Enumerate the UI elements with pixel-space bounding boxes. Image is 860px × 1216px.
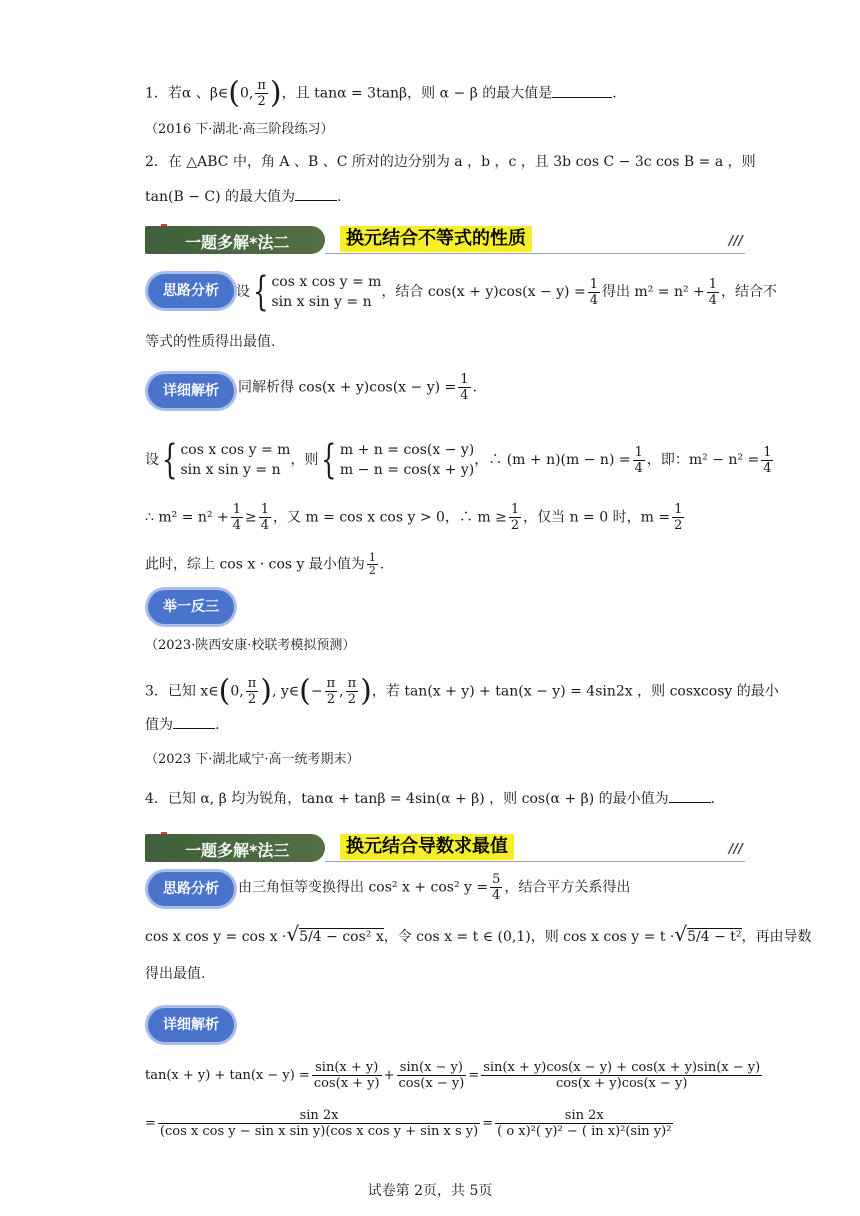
frac-quarter: [588, 277, 600, 308]
m2-analysis-line1: [236, 269, 778, 315]
q1-number: 1．: [145, 85, 168, 102]
frac-num: 1: [260, 502, 269, 517]
paren: ): [360, 673, 372, 709]
sys-row: cos x cos y = m: [271, 274, 382, 290]
frac-den: 2: [247, 692, 257, 707]
frac-den: (cos x cos y − sin x sin y)(cos x cos y + sin x s y): [159, 1124, 479, 1139]
sys-row: sin x sin y = n: [271, 294, 372, 310]
q1-answer-blank[interactable]: [552, 83, 612, 98]
q1-paren-l: (: [228, 75, 241, 111]
frac-den: 4: [708, 292, 718, 308]
frac-quarter: [633, 445, 645, 476]
m3-eq1: tan(x + y) + tan(x − y) = $\frac{\sin(x + y)}{\cos(x + y)}$ + $\frac{\sin(x - y)}{\cos(x - y)}$ = $\frac{\sin(x + y)\cos(x - y) + \cos(x + y)\sin(x - y)}{\cos(x + y)\cos(x - y)}$: [145, 1060, 761, 1091]
frac-den: 2: [326, 692, 336, 707]
frac-half: [367, 552, 378, 577]
frac-den: 4: [763, 460, 772, 476]
detail-badge: 详细解析: [148, 374, 234, 408]
banner-rule: [325, 253, 745, 254]
frac-den: 4: [589, 292, 598, 308]
m2-analysis-line2: 等式的性质得出最值.: [145, 334, 276, 350]
m2-text: 得出 m² = n² +: [601, 284, 705, 300]
paren: (: [218, 673, 231, 709]
m2-system: [271, 272, 381, 312]
m3-analysis-line3: 得出最值.: [145, 966, 206, 982]
m2-text: 此时，综上 cos x · cos y 最小值为: [145, 556, 365, 573]
frac-num: 1: [232, 502, 241, 517]
q3-line2: 值为 .: [145, 714, 219, 735]
frac-den: ( o x)²( y)² − ( in x)²(sin y)²: [497, 1124, 672, 1139]
banner-hash-icon: ///: [728, 842, 743, 857]
eq2-frac1: [158, 1108, 480, 1139]
q3-text: 3．已知 x∈: [145, 683, 219, 700]
method-2-banner: [145, 222, 745, 256]
frac-num: 1: [589, 276, 598, 292]
sys-row: m + n = cos(x − y): [339, 442, 475, 458]
m3-text: 由三角恒等变换得出 cos² x + cos² y =: [238, 879, 489, 896]
method-3-tab-label: 一题多解*法三: [185, 841, 290, 860]
frac-den: cos(x + y): [313, 1076, 380, 1091]
page-footer: 试卷第 2页，共 5页: [367, 1183, 493, 1199]
m2-text: ，则: [290, 452, 319, 468]
q4-source: （2023 下·湖北咸宁·高一统考期末）: [145, 752, 360, 767]
analysis-badge: 思路分析: [148, 872, 234, 906]
eq2-frac2: [495, 1108, 673, 1139]
frac-den: 4: [460, 388, 469, 403]
frac-den: 2: [510, 518, 520, 533]
frac-num: 1: [674, 502, 683, 517]
frac-num: π: [347, 676, 357, 691]
m2-set-line: [145, 437, 775, 483]
m3-text: ，再由导数: [741, 929, 812, 945]
banner-rule: [325, 861, 745, 862]
method-2-tab: [145, 226, 325, 254]
sqrt-body: 5/4 − t²: [687, 929, 742, 945]
m3-text: ，令 cos x = t ∈ (0,1)，则 cos x cos y = t ·: [383, 929, 675, 945]
method-3-title: 换元结合导数求最值: [340, 834, 514, 860]
frac-num: sin 2x: [158, 1108, 480, 1124]
frac-half: [231, 502, 243, 533]
frac-den: 2: [347, 692, 357, 707]
m2-text: ，结合 cos(x + y)cos(x − y) =: [381, 284, 586, 300]
frac-den: 2: [368, 564, 376, 577]
m2-text: ≥: [244, 509, 257, 526]
q1-frac: [255, 78, 268, 109]
frac-num: 5: [492, 872, 501, 887]
q2-line2: tan(B − C) 的最大值为 .: [145, 186, 341, 207]
frac-num: π: [326, 676, 336, 691]
frac-num: sin(x − y): [397, 1060, 467, 1076]
frac-pi2: [325, 676, 338, 707]
m3-eq2: = $\frac{\sin 2x}{\text{(cos x cos y − sin x sin y)(cos x cos y + sin x s y)}}$ = $\frac{\sin 2x}{\text{( o x)²( y)² − ( in x)²(sin y)²}}$: [145, 1108, 672, 1139]
q1-text-a: 若α 、β∈: [167, 85, 229, 102]
frac-quarter: [458, 372, 470, 403]
frac-quarter: [259, 502, 271, 533]
paren: ): [260, 673, 272, 709]
frac-num: π: [257, 78, 266, 93]
method-3-tab: [145, 834, 325, 862]
frac-half: [672, 502, 684, 533]
sqrt-body: 5/4 − cos² x: [299, 929, 384, 945]
q4-line: 4．已知 α, β 均为锐角，tanα + tanβ = 4sin(α + β) ，则 cos(α + β) 的最小值为 .: [145, 788, 715, 809]
m2-text: ，∴ (m + n)(m − n) =: [474, 452, 631, 468]
m2-text: 设: [236, 284, 250, 300]
banner-hash-icon: ///: [728, 234, 743, 249]
brace-icon: {: [162, 437, 178, 483]
q4-text: 4．已知 α, β 均为锐角，tanα + tanβ = 4sin(α + β) ，则 cos(α + β) 的最小值为: [145, 791, 669, 807]
frac-num: 1: [708, 276, 718, 292]
frac-pi2: [346, 676, 359, 707]
frac-num: sin 2x: [495, 1108, 673, 1124]
m2-text: 同解析得 cos(x + y)cos(x − y) =: [238, 379, 457, 396]
m3-text: cos x cos y = cos x ·: [145, 929, 287, 945]
frac-den: 4: [260, 518, 269, 533]
frac-pi2: [246, 676, 259, 707]
m2-ineq-line: [145, 502, 686, 533]
q4-answer-blank[interactable]: [669, 788, 711, 803]
eq1-frac1: [312, 1060, 382, 1091]
m2-system: [340, 440, 474, 480]
eq1-frac3: [481, 1060, 762, 1091]
method-3-banner: [145, 830, 745, 864]
analysis-badge: 思路分析: [148, 274, 234, 308]
q3-text: 值为: [145, 717, 173, 733]
brace-icon: {: [253, 269, 269, 315]
frac-num: π: [247, 676, 257, 691]
m2-text: 设: [145, 452, 159, 468]
sys-row: sin x sin y = n: [180, 462, 281, 478]
m3-text: tan(x + y) + tan(x − y) =: [145, 1068, 310, 1083]
frac-den: 4: [634, 460, 643, 476]
m2-system: [180, 440, 290, 480]
q3-line1: 3．已知 x∈(0, $\frac{\pi}{2}$ ), y∈(− $\frac{\pi}{2}$ , $\frac{\pi}{2}$ )，若 tan(x + y) + tan(x − y) = 4sin2x ，则 cosxcosy 的最小: [145, 673, 779, 709]
frac-quarter: [707, 277, 719, 308]
m3-analysis-line1: [238, 872, 630, 903]
frac-den: cos(x − y): [398, 1076, 465, 1091]
question-1: 1．若α 、β∈(0, $\frac{\pi}{2}$ )，且 tanα = 3tanβ，则 α − β 的最大值是 .: [145, 75, 617, 111]
sys-row: cos x cos y = m: [180, 442, 291, 458]
m2-detail-line1: 同解析得 cos(x + y)cos(x − y) = $\frac{1}{4}$ .: [238, 372, 477, 403]
eq1-frac2: [397, 1060, 467, 1091]
frac-num: 1: [634, 444, 643, 460]
q2-answer-blank[interactable]: [295, 186, 337, 201]
frac-num: sin(x + y)cos(x − y) + cos(x + y)sin(x − y): [483, 1060, 761, 1075]
method-2-title: 换元结合不等式的性质: [340, 226, 532, 252]
frac-quarter: [761, 445, 773, 476]
paren: (: [299, 673, 311, 709]
m3-text: ，结合平方关系得出: [504, 879, 631, 896]
frac-num: 1: [368, 551, 376, 564]
q2-source: （2016 下·湖北·高三阶段练习）: [145, 122, 334, 137]
frac-num: 1: [510, 502, 520, 517]
detail-badge: 详细解析: [148, 1008, 234, 1042]
q3-answer-blank[interactable]: [173, 714, 215, 729]
q1-paren-r: ): [269, 75, 282, 111]
q3-text: ，若 tan(x + y) + tan(x − y) = 4sin2x ，则 cosxcosy 的最小: [371, 683, 779, 700]
sqrt-icon: √: [674, 922, 688, 946]
method-2-tab-label: 一题多解*法二: [185, 233, 290, 252]
sys-row: m − n = cos(x + y): [339, 462, 475, 478]
practice-badge: 举一反三: [148, 590, 234, 624]
frac-num: 1: [763, 444, 772, 460]
m2-text: ，即：m² − n² =: [646, 452, 760, 468]
q3-text: , y∈: [271, 683, 300, 700]
frac-den: 4: [492, 888, 501, 903]
q2-line1: 2．在 △ABC 中，角 A 、B 、C 所对的边分别为 a ，b ，c ，且 3b cos C − 3c cos B = a ，则: [145, 154, 756, 170]
m2-conclusion: 此时，综上 cos x · cos y 最小值为 $\frac{1}{2}$ .: [145, 551, 385, 577]
frac-num: 1: [460, 372, 469, 387]
frac-54: [490, 872, 502, 903]
frac-den: 4: [232, 518, 241, 533]
q3-source: （2023·陕西安康·校联考模拟预测）: [145, 638, 356, 653]
q2-line2-text: tan(B − C) 的最大值为: [145, 189, 295, 205]
m2-text: ，又 m = cos x cos y > 0，∴ m ≥: [272, 509, 507, 526]
frac-half: [509, 502, 521, 533]
m2-text: ，结合不: [721, 284, 778, 300]
frac-den: 2: [257, 94, 266, 109]
sqrt-icon: √: [286, 922, 300, 946]
frac-den: 2: [674, 518, 683, 533]
q1-text-b: ，且 tanα = 3tanβ，则 α − β 的最大值是: [281, 85, 553, 102]
m2-text: ∴ m² = n² +: [145, 509, 229, 526]
frac-den: cos(x + y)cos(x − y): [555, 1076, 688, 1091]
m2-text: ，仅当 n = 0 时，m =: [523, 509, 671, 526]
m3-analysis-line2: [145, 924, 812, 947]
frac-num: sin(x + y): [312, 1060, 382, 1076]
brace-icon: {: [321, 437, 337, 483]
